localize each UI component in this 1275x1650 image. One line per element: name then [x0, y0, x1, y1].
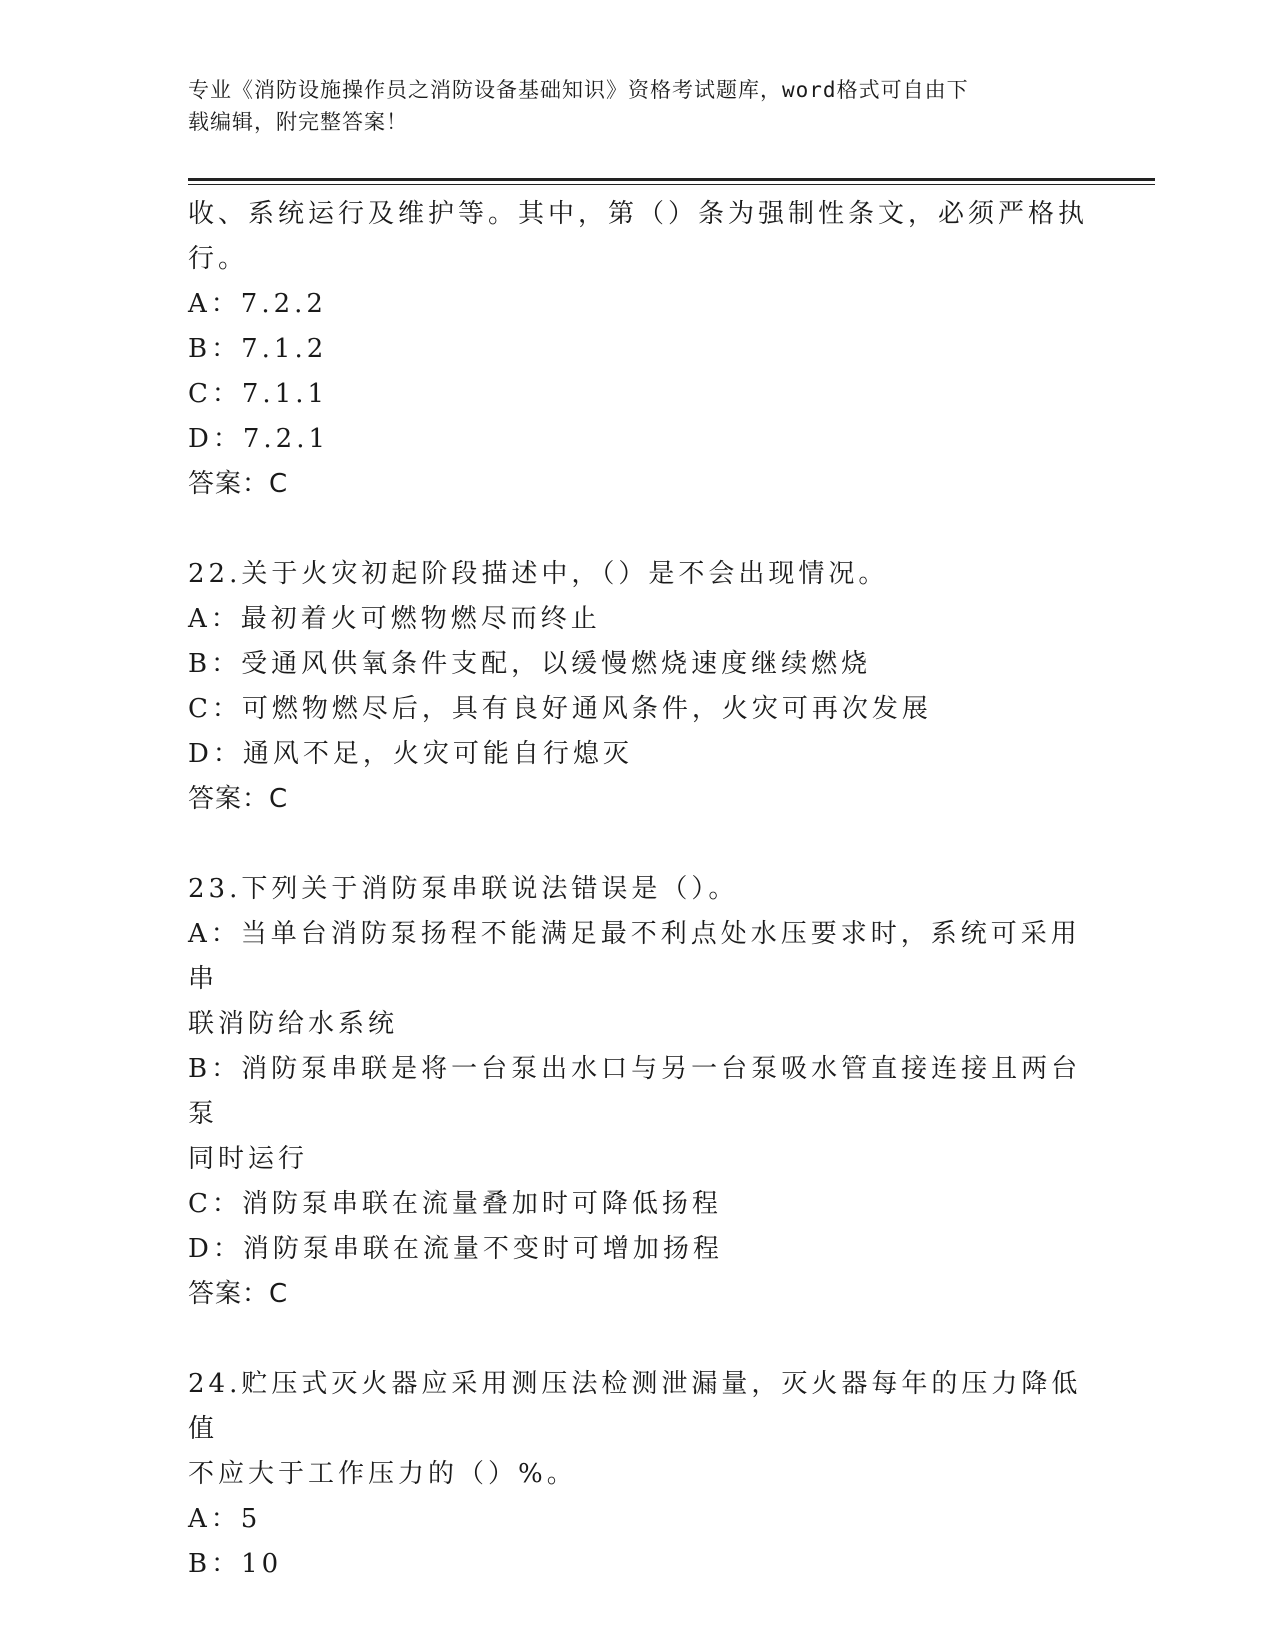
question-list [188, 192, 1088, 1587]
answer-line: 答案：C [188, 1279, 289, 1309]
option-a: A：7.2.2 [188, 289, 327, 319]
question-stem: 22.关于火灾初起阶段描述中，（）是不会出现情况。 [188, 559, 889, 589]
option-b: B：7.1.2 [188, 334, 328, 364]
option-c: C：消防泵串联在流量叠加时可降低扬程 [188, 1189, 722, 1219]
header-line-2: 载编辑，附完整答案！ [188, 110, 408, 134]
question-block [188, 552, 1088, 822]
question-stem: 24.贮压式灭火器应采用测压法检测泄漏量，灭火器每年的压力降低值 [188, 1369, 1082, 1444]
header-line-1: 专业《消防设施操作员之消防设备基础知识》资格考试题库，word格式可自由下 [188, 78, 969, 102]
question-stem: 不应大于工作压力的（）%。 [188, 1459, 577, 1489]
question-block [188, 192, 1088, 507]
header-divider-thick [188, 178, 1155, 181]
spacer [188, 1317, 1088, 1362]
question-stem: 行。 [188, 244, 249, 274]
answer-line: 答案：C [188, 784, 289, 814]
question-block [188, 1362, 1088, 1587]
option-a: A：最初着火可燃物燃尽而终止 [188, 604, 601, 634]
question-stem: 23.下列关于消防泵串联说法错误是（）。 [188, 874, 739, 904]
option-c: C：7.1.1 [188, 379, 329, 409]
question-block [188, 867, 1088, 1317]
spacer [188, 507, 1088, 552]
document-header [188, 74, 1088, 138]
header-divider-thin [188, 184, 1155, 185]
option-d: D：消防泵串联在流量不变时可增加扬程 [188, 1234, 723, 1264]
option-d: D：7.2.1 [188, 424, 330, 454]
option-a: A：当单台消防泵扬程不能满足最不利点处水压要求时，系统可采用串 [188, 919, 1081, 994]
option-b: B：受通风供氧条件支配，以缓慢燃烧速度继续燃烧 [188, 649, 872, 679]
option-c: C：可燃物燃尽后，具有良好通风条件，火灾可再次发展 [188, 694, 932, 724]
option-b: B：10 [188, 1549, 283, 1579]
question-stem: 收、系统运行及维护等。其中，第（）条为强制性条文，必须严格执 [188, 199, 1089, 229]
option-b-continued: 同时运行 [188, 1144, 309, 1174]
option-b: B：消防泵串联是将一台泵出水口与另一台泵吸水管直接连接且两台泵 [188, 1054, 1082, 1129]
spacer [188, 822, 1088, 867]
answer-line: 答案：C [188, 469, 289, 499]
option-a-continued: 联消防给水系统 [188, 1009, 399, 1039]
option-d: D：通风不足，火灾可能自行熄灭 [188, 739, 633, 769]
option-a: A：5 [188, 1504, 262, 1534]
